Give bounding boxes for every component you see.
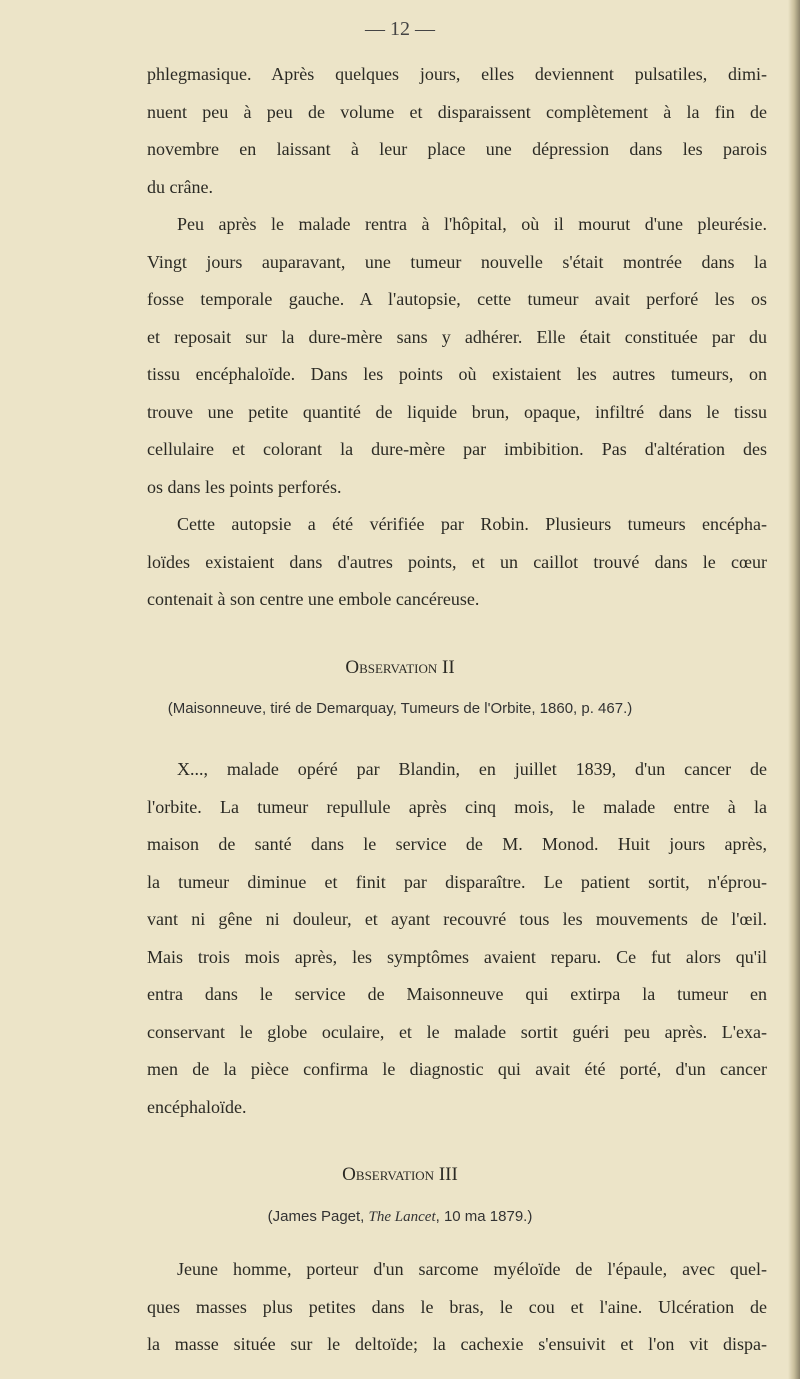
text-line: contenait à son centre une embole cancéreuse.	[147, 589, 480, 609]
text-line: vant ni gêne ni douleur, et ayant recouvré tous les mouvements de l'œil.	[147, 909, 767, 929]
text-line: Peu après le malade rentra à l'hôpital, où il mourut d'une pleurésie.	[177, 214, 767, 234]
section1-text	[147, 56, 767, 619]
text-line: trouve une petite quantité de liquide brun, opaque, infiltré dans le tissu	[147, 401, 767, 422]
observation-3-text	[147, 1251, 767, 1364]
text-line: tissu encéphaloïde. Dans les points où existaient les autres tumeurs, on	[147, 364, 767, 384]
text-line: Mais trois mois après, les symptômes avaient reparu. Ce fut alors qu'il	[147, 946, 767, 967]
observation-3-citation	[0, 1208, 800, 1226]
observation-3-heading: Observation III	[342, 1164, 458, 1185]
citation-journal: The Lancet	[368, 1209, 436, 1225]
text-line: Jeune homme, porteur d'un sarcome myéloïde de l'épaule, avec quel-	[177, 1259, 767, 1279]
text-line: conservant le globe oculaire, et le malade sortit guéri peu après. L'exa-	[147, 1021, 767, 1042]
text-line: fosse temporale gauche. A l'autopsie, cette tumeur avait perforé les os	[147, 289, 767, 309]
text-line: du crâne.	[147, 176, 213, 197]
text-line: X..., malade opéré par Blandin, en juillet 1839, d'un cancer de	[177, 759, 767, 779]
text-line: cellulaire et colorant la dure-mère par imbibition. Pas d'altération des	[147, 439, 767, 459]
text-line: ques masses plus petites dans le bras, le cou et l'aine. Ulcération de	[147, 1296, 767, 1317]
page-number: — 12 —	[365, 18, 435, 40]
text-line: men de la pièce confirma le diagnostic qui avait été porté, d'un cancer	[147, 1059, 767, 1079]
text-line: nuent peu à peu de volume et disparaissent complètement à la fin de	[147, 101, 767, 122]
text-line: phlegmasique. Après quelques jours, elles deviennent pulsatiles, dimi-	[147, 64, 767, 84]
observation-2-text	[147, 751, 767, 1126]
citation-suffix: , 10 ma 1879.)	[435, 1208, 533, 1225]
text-line: entra dans le service de Maisonneuve qui extirpa la tumeur en	[147, 984, 767, 1004]
text-line: loïdes existaient dans d'autres points, et un caillot trouvé dans le cœur	[147, 551, 767, 572]
observation-2-citation	[0, 700, 800, 718]
observation-2-heading: Observation II	[345, 657, 455, 678]
text-line: Cette autopsie a été vérifiée par Robin. Plusieurs tumeurs encépha-	[177, 514, 767, 534]
text-line: os dans les points perforés.	[147, 476, 342, 497]
text-line: l'orbite. La tumeur repullule après cinq mois, le malade entre à la	[147, 796, 767, 817]
text-line: la tumeur diminue et finit par disparaître. Le patient sortit, n'éprou-	[147, 871, 767, 892]
text-line: et reposait sur la dure-mère sans y adhérer. Elle était constituée par du	[147, 326, 767, 347]
text-line: novembre en laissant à leur place une dépression dans les parois	[147, 139, 767, 159]
text-line: encéphaloïde.	[147, 1096, 247, 1117]
citation-prefix: (Maisonneuve, tiré de Demarquay, Tumeurs de l'Orbite, 1860, p. 467.)	[167, 700, 633, 717]
text-line: la masse située sur le deltoïde; la cachexie s'ensuivit et l'on vit dispa-	[147, 1334, 767, 1354]
text-line: maison de santé dans le service de M. Monod. Huit jours après,	[147, 834, 767, 854]
citation-prefix: (James Paget,	[267, 1208, 369, 1225]
text-line: Vingt jours auparavant, une tumeur nouvelle s'était montrée dans la	[147, 251, 767, 272]
